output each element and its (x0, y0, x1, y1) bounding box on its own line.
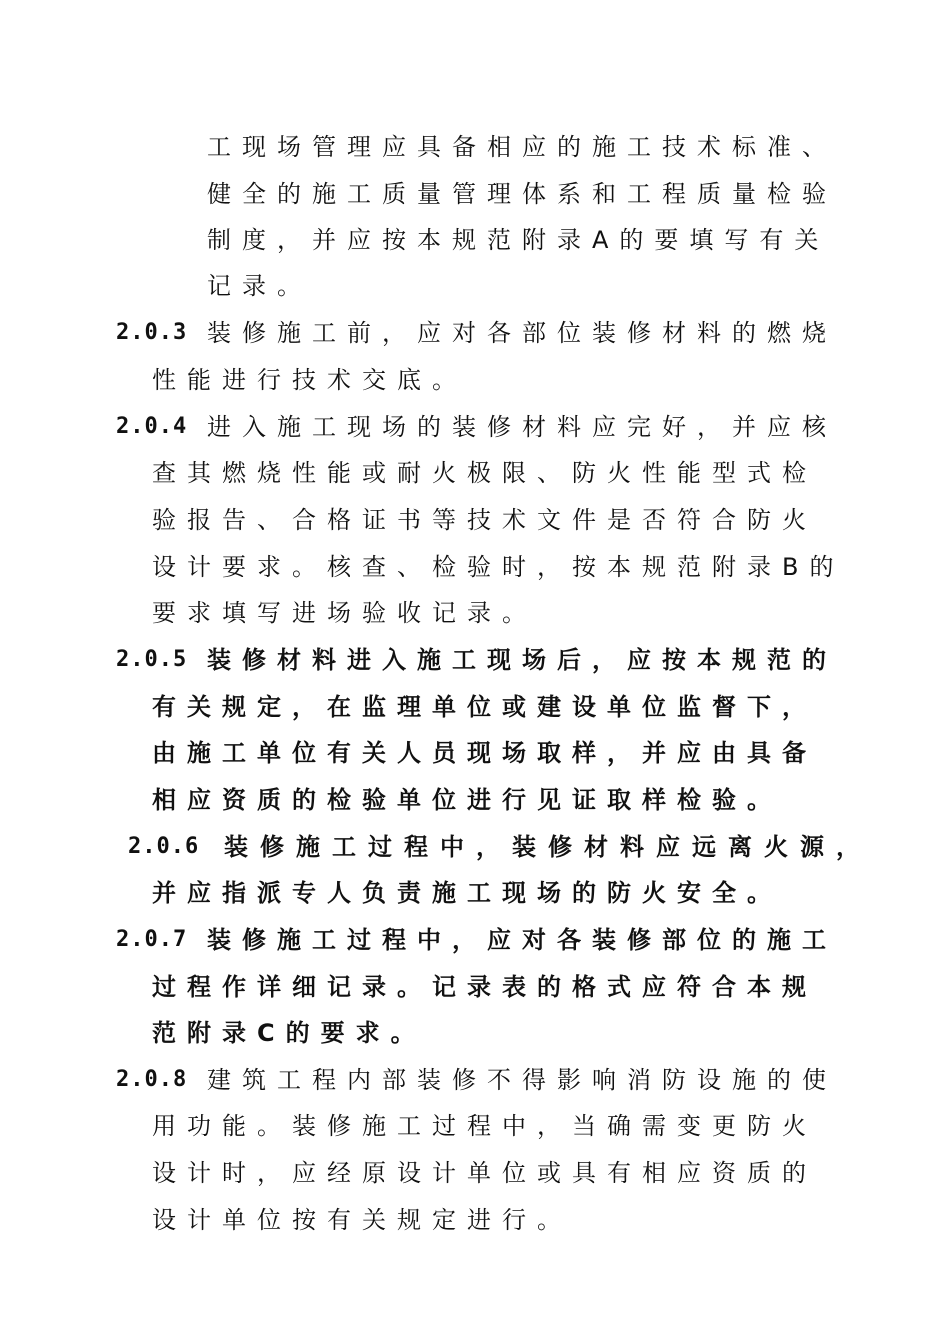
clause-text-line: 装修施工前，应对各部位装修材料的燃烧 (207, 319, 837, 347)
intro-line-4: 记录。 (207, 272, 312, 300)
clause-number: 2.0.3 (116, 320, 188, 345)
clause-text-line: 进入施工现场的装修材料应完好，并应核 (207, 413, 837, 441)
clause-text-line: 验报告、合格证书等技术文件是否符合防火 (152, 506, 817, 534)
clause-number: 2.0.4 (116, 414, 188, 439)
clause-text-line: 设计要求。核查、检验时，按本规范附录B的 (152, 553, 845, 581)
clause-text-line: 要求填写进场验收记录。 (152, 599, 537, 627)
clause-text-line: 并应指派专人负责施工现场的防火安全。 (152, 879, 782, 907)
intro-line-2: 健全的施工质量管理体系和工程质量检验 (207, 180, 837, 208)
clause-text-line: 查其燃烧性能或耐火极限、防火性能型式检 (152, 459, 817, 487)
intro-line-3: 制度，并应按本规范附录A的要填写有关 (207, 226, 830, 254)
clause-text-line: 用功能。装修施工过程中，当确需变更防火 (152, 1112, 817, 1140)
clause-number: 2.0.5 (116, 647, 188, 672)
clause-text-line: 装修施工过程中，应对各装修部位的施工 (207, 926, 837, 954)
clause-number: 2.0.6 (128, 834, 200, 859)
clause-number: 2.0.8 (116, 1067, 188, 1092)
intro-line-1: 工现场管理应具备相应的施工技术标准、 (207, 133, 837, 161)
clause-text-line: 设计时，应经原设计单位或具有相应资质的 (152, 1159, 817, 1187)
clause-text-line: 装修施工过程中，装修材料应远离火源， (224, 833, 872, 861)
clause-text-line: 由施工单位有关人员现场取样，并应由具备 (152, 739, 817, 767)
clause-text-line: 设计单位按有关规定进行。 (152, 1206, 572, 1234)
clause-text-line: 建筑工程内部装修不得影响消防设施的使 (207, 1066, 837, 1094)
clause-text-line: 性能进行技术交底。 (152, 366, 467, 394)
clause-text-line: 过程作详细记录。记录表的格式应符合本规 (152, 973, 817, 1001)
clause-text-line: 装修材料进入施工现场后，应按本规范的 (207, 646, 837, 674)
clause-text-line: 有关规定，在监理单位或建设单位监督下， (152, 693, 817, 721)
clause-number: 2.0.7 (116, 927, 188, 952)
clause-text-line: 相应资质的检验单位进行见证取样检验。 (152, 786, 782, 814)
clause-text-line: 范附录C的要求。 (152, 1019, 426, 1047)
